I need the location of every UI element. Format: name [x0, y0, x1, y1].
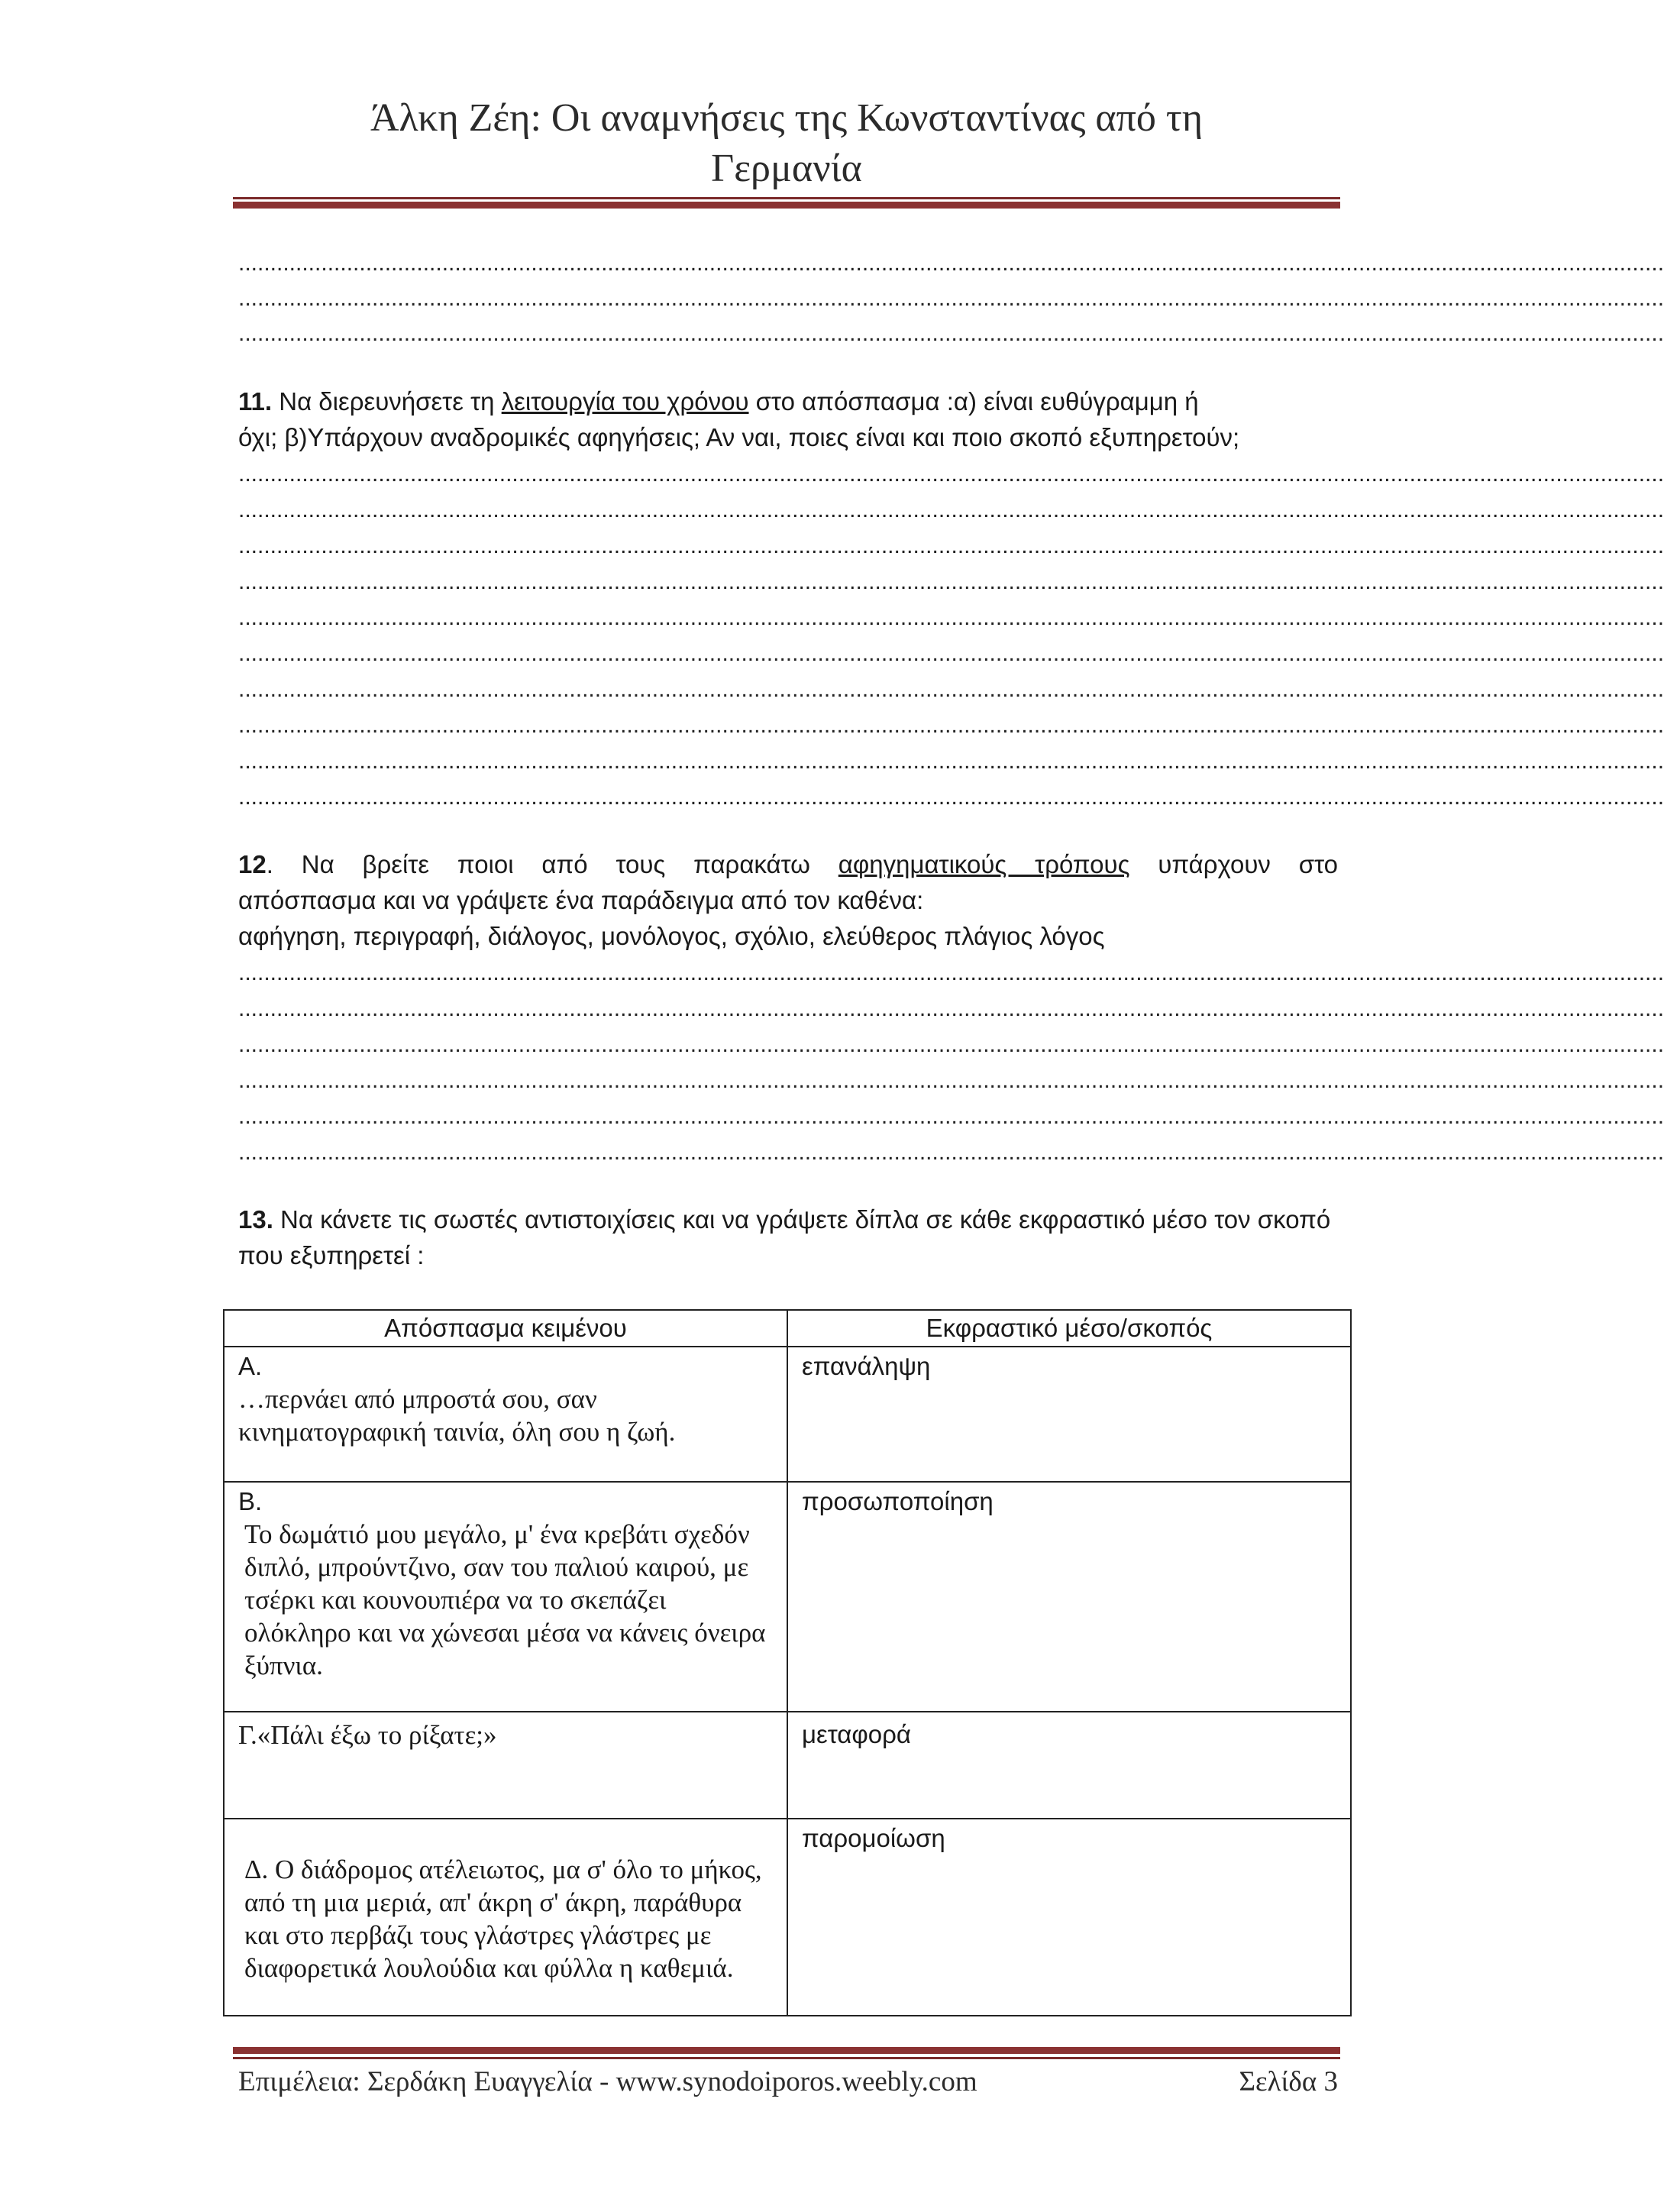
- table-row: [224, 1712, 1351, 1819]
- question-13: [238, 1201, 1338, 1273]
- answer-line[interactable]: ................................................................................................................................................................................................................................: [238, 286, 1664, 311]
- device-label: προσωποποίηση: [801, 1487, 994, 1515]
- excerpt-text: Το δωμάτιό μου μεγάλο, μ' ένα κρεβάτι σχεδόν διπλό, μπρούντζινο, σαν του παλιού καιρού, με τσέρκι και κουνουπιέρα να το σκεπάζει ολόκληρο και να χώνεσαι μέσα να κάνεις όνειρα ξύπνια.: [244, 1519, 766, 1680]
- answer-line[interactable]: ................................................................................................................................................................................................................................: [238, 533, 1664, 558]
- answer-line[interactable]: ................................................................................................................................................................................................................................: [238, 605, 1664, 630]
- page-title: [229, 93, 1344, 194]
- question-11: [238, 383, 1338, 455]
- question-11-text-a: Να διερευνήσετε τη: [272, 387, 502, 416]
- excerpt-letter: Α.: [238, 1352, 263, 1380]
- answer-line[interactable]: ................................................................................................................................................................................................................................: [238, 1032, 1664, 1057]
- question-11-line-2: όχι; β)Υπάρχουν αναδρομικές αφηγήσεις; Αν ναι, ποιες είναι και ποιο σκοπό εξυπηρετούν;: [238, 423, 1240, 451]
- table-header-excerpt: Απόσπασμα κειμένου: [224, 1310, 787, 1347]
- question-12-line-2: απόσπασμα και να γράψετε ένα παράδειγμα από τον καθένα:: [238, 886, 924, 914]
- answer-line[interactable]: ................................................................................................................................................................................................................................: [238, 497, 1664, 522]
- answer-line[interactable]: ................................................................................................................................................................................................................................: [238, 960, 1664, 985]
- excerpt-text: …περνάει από μπροστά σου, σαν κινηματογραφική ταινία, όλη σου η ζωή.: [238, 1384, 676, 1447]
- excerpt-cell: [224, 1712, 787, 1819]
- device-label: μεταφορά: [801, 1720, 911, 1748]
- matching-table: [223, 1309, 1352, 2016]
- excerpt-cell: [224, 1347, 787, 1482]
- question-12: [238, 846, 1338, 954]
- answer-line[interactable]: ................................................................................................................................................................................................................................: [238, 1104, 1664, 1129]
- excerpt-text: Δ. Ο διάδρομος ατέλειωτος, μα σ' όλο το μήκος, από τη μια μεριά, απ' άκρη σ' άκρη, παράθυρα και στο περβάζι τους γλάστρες γλάστρες με διαφορετικά λουλούδια και φύλλα η καθεμιά.: [244, 1855, 762, 1983]
- excerpt-text: Γ.«Πάλι έξω το ρίξατε;»: [238, 1720, 497, 1750]
- excerpt-cell: [224, 1482, 787, 1712]
- answer-line[interactable]: ................................................................................................................................................................................................................................: [238, 461, 1664, 487]
- answer-line[interactable]: ................................................................................................................................................................................................................................: [238, 641, 1664, 666]
- question-12-line-3: αφήγηση, περιγραφή, διάλογος, μονόλογος, σχόλιο, ελεύθερος πλάγιος λόγος: [238, 922, 1105, 950]
- table-row: [224, 1819, 1351, 2016]
- question-11-text-b: στο απόσπασμα :α) είναι ευθύγραμμη ή: [748, 387, 1199, 416]
- header-rule-thick: [233, 202, 1340, 209]
- answer-line[interactable]: ................................................................................................................................................................................................................................: [238, 1140, 1664, 1165]
- question-11-underlined: λειτουργία του χρόνου: [501, 387, 749, 416]
- question-11-line-1: [238, 383, 1338, 419]
- table-row: [224, 1347, 1351, 1482]
- question-13-number: 13.: [238, 1205, 273, 1234]
- question-12-text-a: . Να βρείτε ποιοι από τους παρακάτω: [266, 850, 838, 878]
- page-number: Σελίδα 3: [1239, 2066, 1338, 2097]
- table-header-device: Εκφραστικό μέσο/σκοπός: [787, 1310, 1351, 1347]
- device-cell[interactable]: [787, 1712, 1351, 1819]
- answer-line[interactable]: ................................................................................................................................................................................................................................: [238, 251, 1664, 276]
- device-cell[interactable]: [787, 1482, 1351, 1712]
- device-cell[interactable]: [787, 1819, 1351, 2016]
- question-12-line-1: [238, 846, 1338, 882]
- excerpt-cell: [224, 1819, 787, 2016]
- footer-rule-thick: [233, 2047, 1340, 2054]
- question-13-text: Να κάνετε τις σωστές αντιστοιχίσεις και να γράψετε δίπλα σε κάθε εκφραστικό μέσο τον σκοπό που εξυπηρετεί :: [238, 1205, 1331, 1269]
- page-title-line-1: Άλκη Ζέη: Οι αναμνήσεις της Κωνσταντίνας από τη: [370, 96, 1204, 140]
- answer-line[interactable]: ................................................................................................................................................................................................................................: [238, 321, 1664, 346]
- device-label: παρομοίωση: [801, 1824, 945, 1852]
- answer-line[interactable]: ................................................................................................................................................................................................................................: [238, 784, 1664, 810]
- question-11-number: 11.: [238, 387, 273, 416]
- page-title-line-2: Γερμανία: [711, 147, 862, 190]
- device-cell[interactable]: [787, 1347, 1351, 1482]
- question-12-text-b: υπάρχουν στο: [1129, 850, 1339, 878]
- excerpt-letter: Β.: [238, 1487, 263, 1515]
- header-rule-thin: [233, 197, 1340, 199]
- answer-line[interactable]: ................................................................................................................................................................................................................................: [238, 569, 1664, 594]
- answer-line[interactable]: ................................................................................................................................................................................................................................: [238, 713, 1664, 738]
- answer-line[interactable]: ................................................................................................................................................................................................................................: [238, 1068, 1664, 1093]
- answer-line[interactable]: ................................................................................................................................................................................................................................: [238, 996, 1664, 1021]
- answer-line[interactable]: ................................................................................................................................................................................................................................: [238, 749, 1664, 774]
- question-12-underlined: αφηγηματικούς τρόπους: [838, 850, 1130, 878]
- table-header-row: [224, 1310, 1351, 1347]
- table-row: [224, 1482, 1351, 1712]
- answer-line[interactable]: ................................................................................................................................................................................................................................: [238, 677, 1664, 702]
- question-12-number: 12: [238, 850, 267, 878]
- footer-rule-thin: [233, 2057, 1340, 2059]
- footer-credit: Επιμέλεια: Σερδάκη Ευαγγελία - www.synodoiporos.weebly.com: [238, 2066, 977, 2097]
- device-label: επανάληψη: [801, 1352, 931, 1380]
